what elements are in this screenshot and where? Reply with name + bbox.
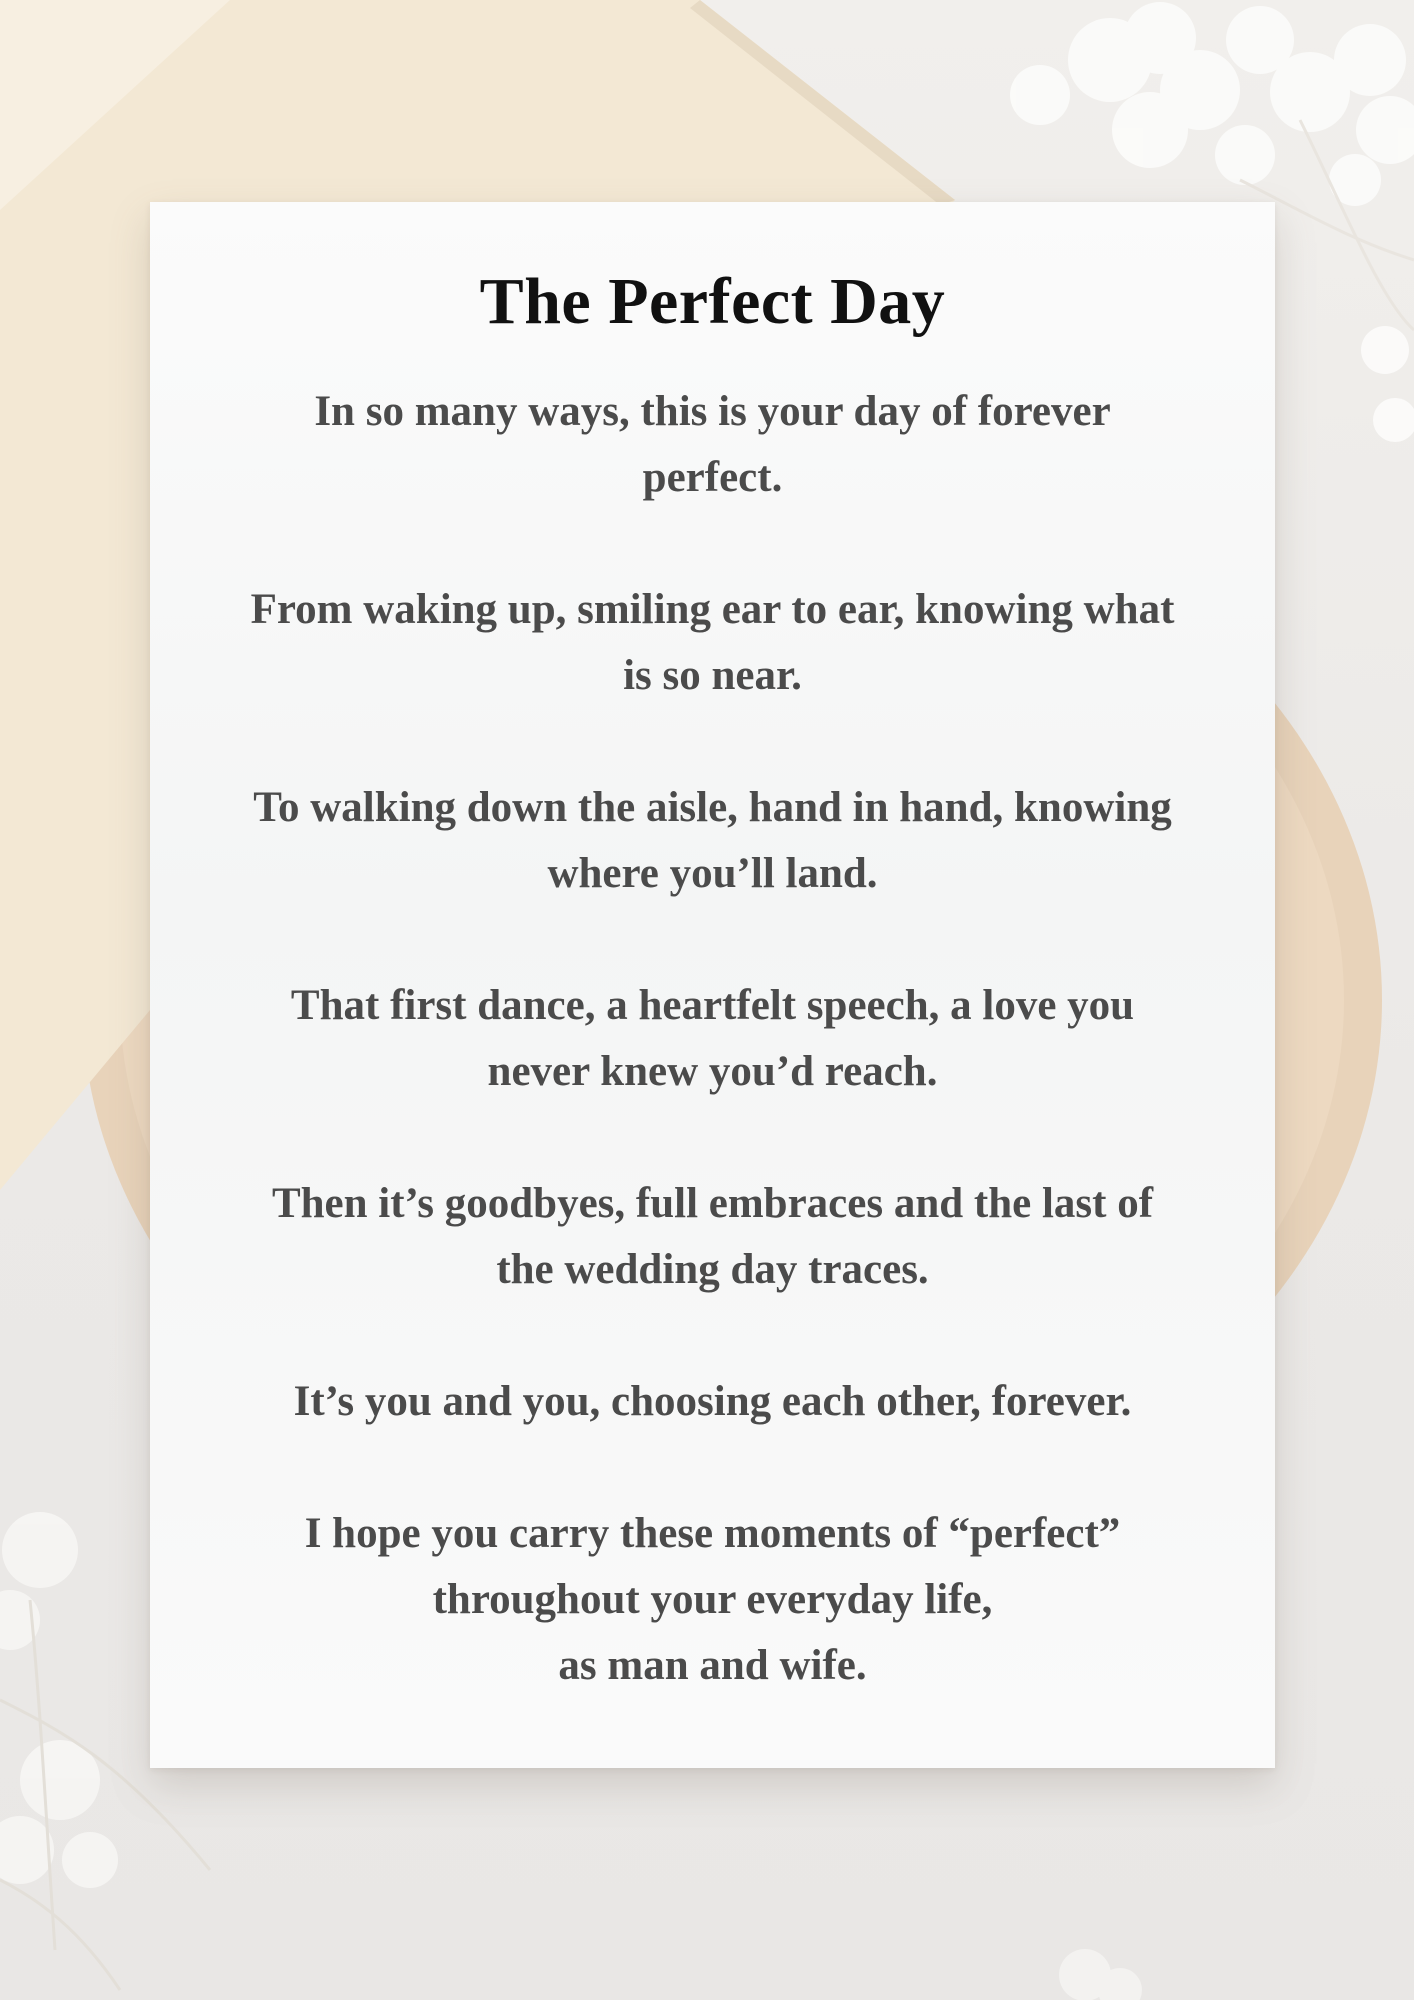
stanza bbox=[190, 1369, 1235, 1435]
stanza-line: Then it’s goodbyes, full embraces and the last of bbox=[271, 1180, 1154, 1228]
stanza-line: the wedding day traces. bbox=[496, 1246, 929, 1294]
stanza bbox=[190, 1171, 1235, 1303]
poem-title: The Perfect Day bbox=[479, 265, 946, 338]
stanza-line: To walking down the aisle, hand in hand, knowing bbox=[253, 784, 1172, 832]
poem-card bbox=[150, 202, 1275, 1768]
stanza-line: That first dance, a heartfelt speech, a love you bbox=[290, 982, 1135, 1030]
flower-icon bbox=[1059, 1949, 1142, 2000]
stanza-line: From waking up, smiling ear to ear, knowing what bbox=[250, 586, 1175, 634]
stanza bbox=[190, 577, 1235, 709]
stanza-line: is so near. bbox=[623, 652, 802, 700]
stanza bbox=[190, 775, 1235, 907]
stanza-line: as man and wife. bbox=[558, 1642, 867, 1690]
stanza-line: never knew you’d reach. bbox=[487, 1048, 938, 1096]
stanza-line: In so many ways, this is your day of forever bbox=[314, 388, 1111, 436]
flower-icon bbox=[0, 1512, 118, 1888]
stanza-line: I hope you carry these moments of “perfect” bbox=[304, 1510, 1121, 1558]
stanza-line: It’s you and you, choosing each other, forever. bbox=[293, 1378, 1132, 1426]
stanza-line: throughout your everyday life, bbox=[432, 1576, 993, 1624]
stanza bbox=[190, 973, 1235, 1105]
poem-body bbox=[190, 379, 1235, 1699]
stanza bbox=[190, 1501, 1235, 1699]
stanza-line: where you’ll land. bbox=[547, 850, 878, 898]
stanza bbox=[190, 379, 1235, 511]
stanza-line: perfect. bbox=[642, 454, 783, 502]
